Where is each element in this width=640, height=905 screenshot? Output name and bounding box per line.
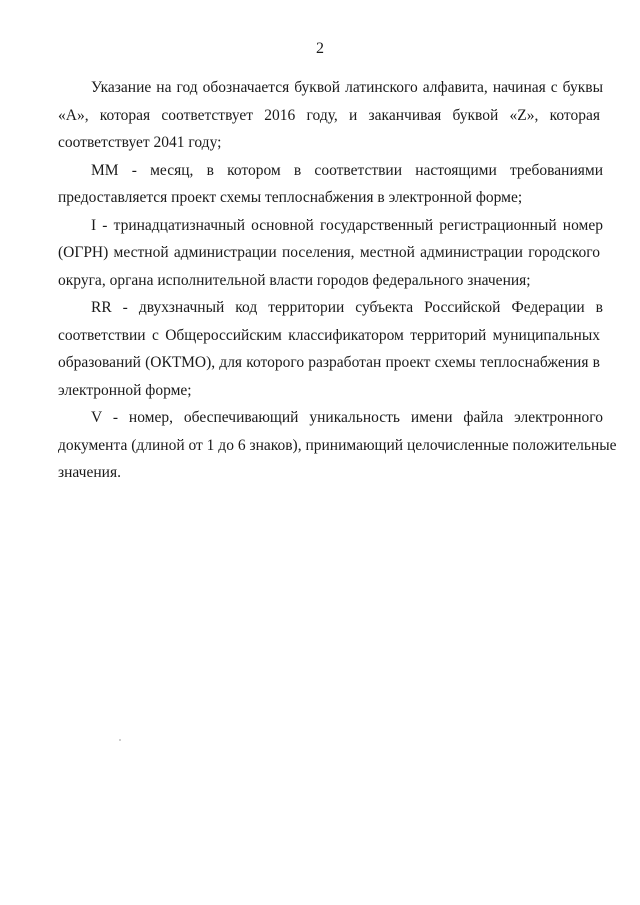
document-body [58,78,617,491]
text-line: электронной форме; [58,381,192,399]
paragraph-ogrn [58,216,603,299]
text-line: (ОГРН) местной администрации поселения, местной администрации городского [58,244,600,261]
text-line: значения. [58,464,121,481]
paragraph-region-code [58,298,603,408]
text-line: образований (ОКТМО), для которого разработан проект схемы теплоснабжения в [58,354,600,371]
text-line: округа, органа исполнительной власти городов федерального значения; [58,271,531,289]
paragraph-month [58,161,603,216]
page-number: 2 [316,40,324,57]
text-line: документа (длиной от 1 до 6 знаков), принимающий целочисленные положительные [58,436,617,454]
text-line: предоставляется проект схемы теплоснабжения в электронной форме; [58,189,523,206]
scan-speck [119,739,121,741]
text-line: MM - месяц, в котором в соответствии настоящими требованиями [91,161,603,179]
text-line: Указание на год обозначается буквой латинского алфавита, начиная с буквы [91,79,603,96]
paragraph-file-number [58,408,617,491]
text-line: V - номер, обеспечивающий уникальность имени файла электронного [91,409,603,426]
text-line: «A», которая соответствует 2016 году, и заканчивая буквой «Z», которая [58,106,600,124]
text-line: соответствии с Общероссийским классификатором территорий муниципальных [58,326,600,344]
text-line: соответствует 2041 году; [58,134,222,151]
text-line: I - тринадцатизначный основной государственный регистрационный номер [91,216,603,234]
text-line: RR - двухзначный код территории субъекта Российской Федерации в [91,299,603,316]
paragraph-year-letter [58,78,603,161]
